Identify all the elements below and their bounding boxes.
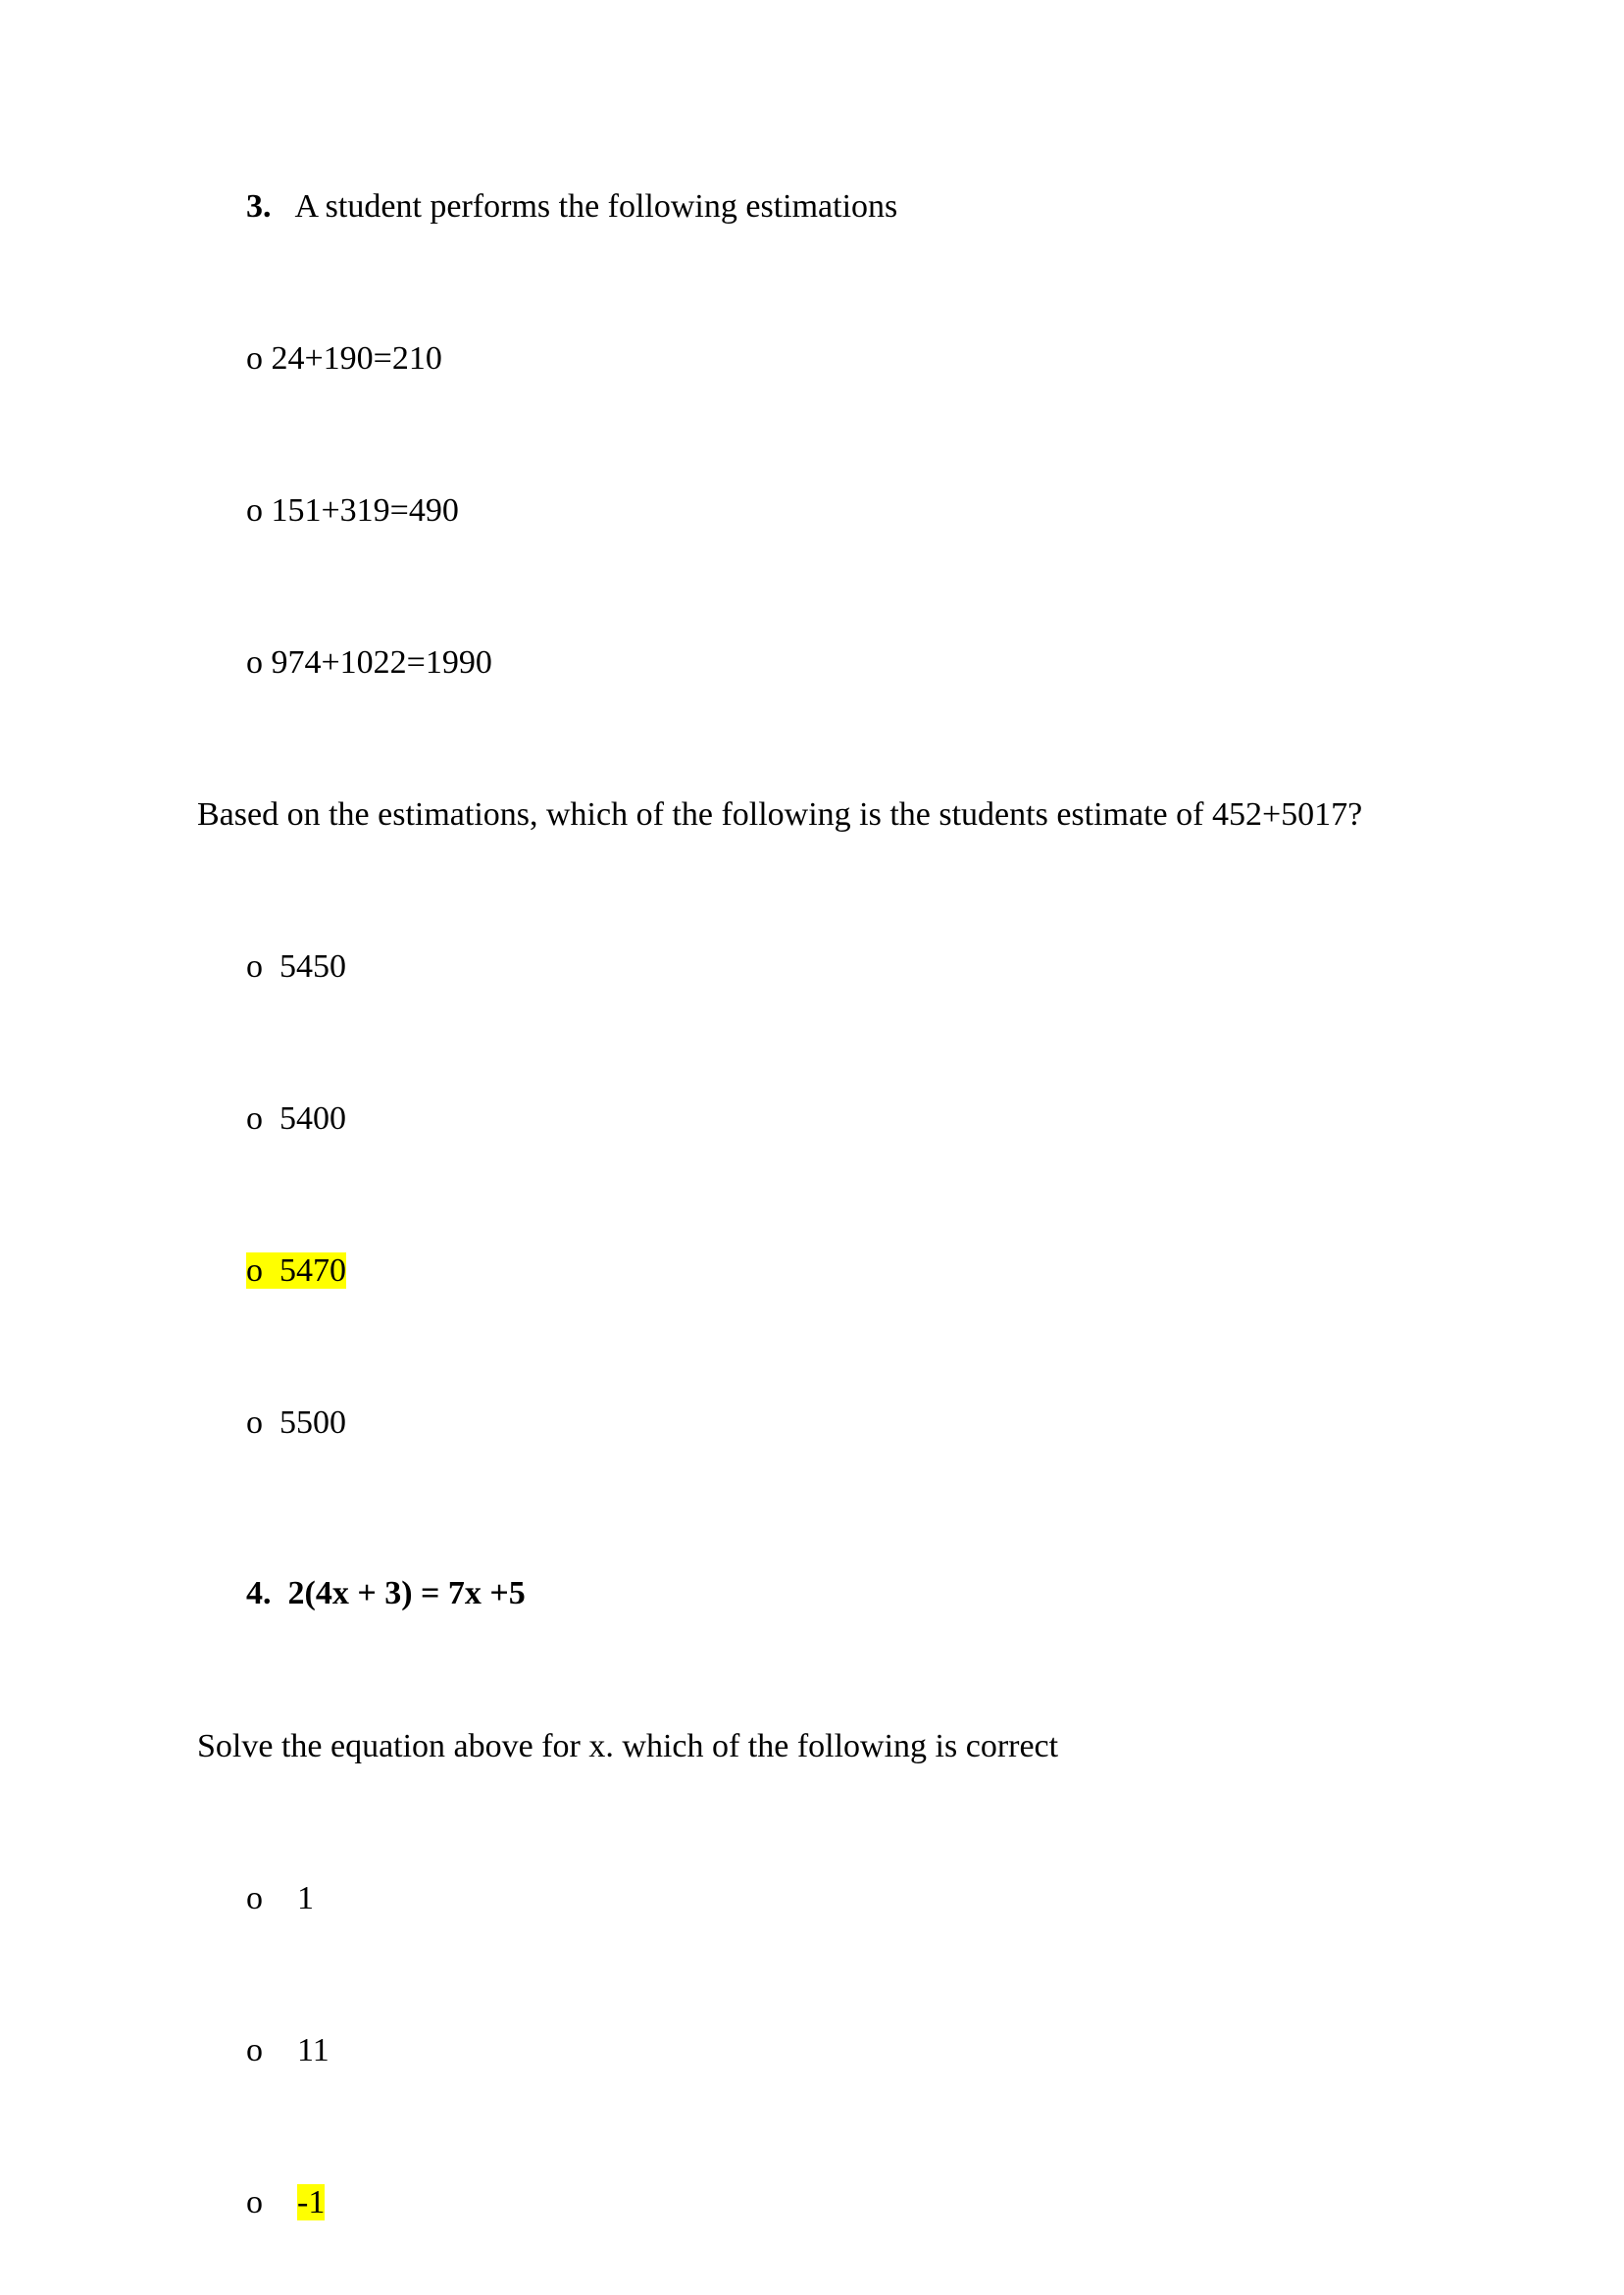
- q3-example-1: [246, 342, 442, 376]
- bullet-marker: o: [246, 644, 263, 681]
- option-text: 5470: [279, 1252, 346, 1289]
- q3-heading: [246, 190, 897, 224]
- option-marker: o: [246, 1100, 263, 1137]
- example-text: 24+190=210: [271, 340, 442, 377]
- option-text: 5500: [279, 1404, 346, 1441]
- bullet-marker: o: [246, 492, 263, 529]
- option-marker: o: [246, 1404, 263, 1441]
- q3-option-4: [246, 1406, 346, 1440]
- q3-question: Based on the estimations, which of the following is the students estimate of 452+5017?: [197, 796, 1363, 833]
- q3-example-2: [246, 494, 459, 528]
- q4-number: 4.: [246, 1575, 272, 1611]
- q3-example-3: [246, 646, 492, 680]
- q4-option-3: [246, 2186, 325, 2219]
- example-text: 151+319=490: [271, 492, 459, 529]
- example-text: 974+1022=1990: [271, 644, 492, 681]
- q3-prompt: A student performs the following estimations: [294, 188, 898, 225]
- highlighted-answer: -1: [297, 2184, 326, 2220]
- q4-option-2: [246, 2034, 330, 2067]
- option-text: 5450: [279, 948, 346, 985]
- highlighted-answer: [246, 1252, 346, 1289]
- option-marker: o: [246, 948, 263, 985]
- option-marker: o: [246, 1252, 263, 1289]
- option-text: 11: [297, 2032, 330, 2068]
- q3-option-1: [246, 950, 346, 984]
- option-text: 1: [297, 1880, 314, 1916]
- option-marker: o: [246, 1880, 263, 1916]
- q3-option-2: [246, 1102, 346, 1136]
- q3-option-3-highlighted: [246, 1254, 346, 1288]
- q4-equation: 2(4x + 3) = 7x +5: [287, 1575, 526, 1611]
- q3-number: 3.: [246, 188, 272, 225]
- q4-heading: [246, 1577, 526, 1610]
- option-text: 5400: [279, 1100, 346, 1137]
- option-marker: o: [246, 2032, 263, 2068]
- option-marker: o: [246, 2184, 263, 2220]
- q4-option-1: [246, 1882, 314, 1915]
- bullet-marker: o: [246, 340, 263, 377]
- q4-question: Solve the equation above for x. which of the following is correct: [197, 1728, 1059, 1764]
